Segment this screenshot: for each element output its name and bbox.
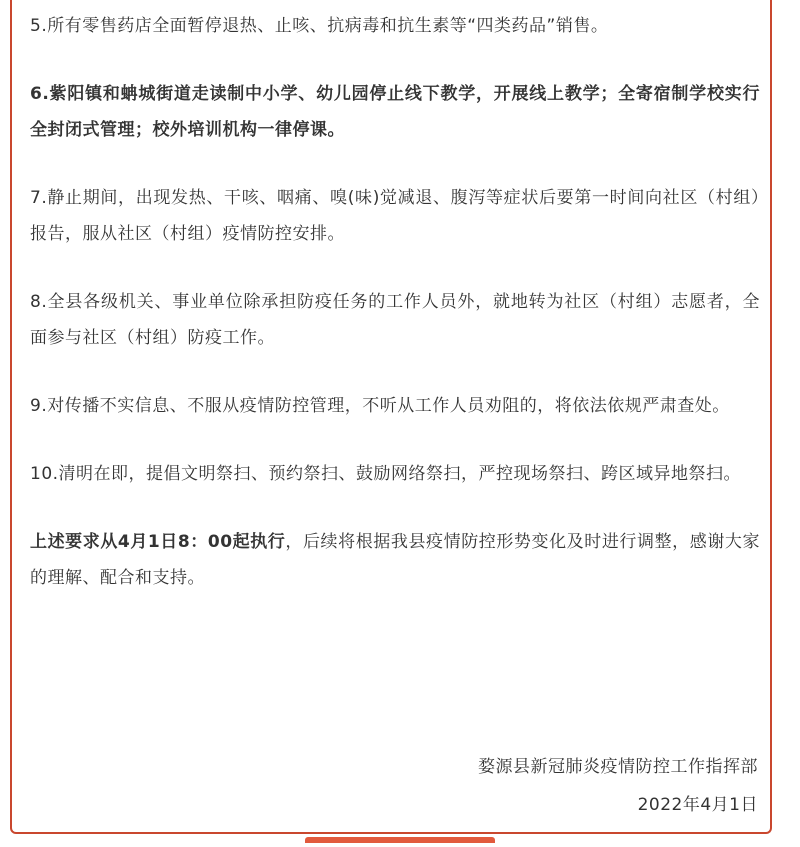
closing-rest: ，后续将根据我县疫情防控形势变化及时进行调整，感谢大家的理解、配合和支持。 [30,532,760,588]
notice-body [30,8,760,628]
notice-closing [30,524,760,596]
bottom-accent-bar [305,837,495,843]
notice-item-6: 6.紫阳镇和蚺城街道走读制中小学、幼儿园停止线下教学，开展线上教学；全寄宿制学校实行全封闭式管理；校外培训机构一律停课。 [30,84,760,140]
signature-block [478,748,758,824]
notice-item-7: 7.静止期间，出现发热、干咳、咽痛、嗅(味)觉减退、腹泻等症状后要第一时间向社区（村组）报告，服从社区（村组）疫情防控安排。 [30,188,760,244]
notice-item-10: 10.清明在即，提倡文明祭扫、预约祭扫、鼓励网络祭扫，严控现场祭扫、跨区域异地祭扫。 [30,464,742,484]
notice-item-8: 8.全县各级机关、事业单位除承担防疫任务的工作人员外，就地转为社区（村组）志愿者，全面参与社区（村组）防疫工作。 [30,292,760,348]
signature-org: 婺源县新冠肺炎疫情防控工作指挥部 [478,757,758,777]
notice-item-5: 5.所有零售药店全面暂停退热、止咳、抗病毒和抗生素等“四类药品”销售。 [30,16,609,36]
closing-emphasis: 上述要求从4月1日8：00起执行 [30,532,286,552]
signature-date: 2022年4月1日 [637,795,758,815]
notice-item-9: 9.对传播不实信息、不服从疫情防控管理，不听从工作人员劝阻的，将依法依规严肃查处。 [30,396,730,416]
